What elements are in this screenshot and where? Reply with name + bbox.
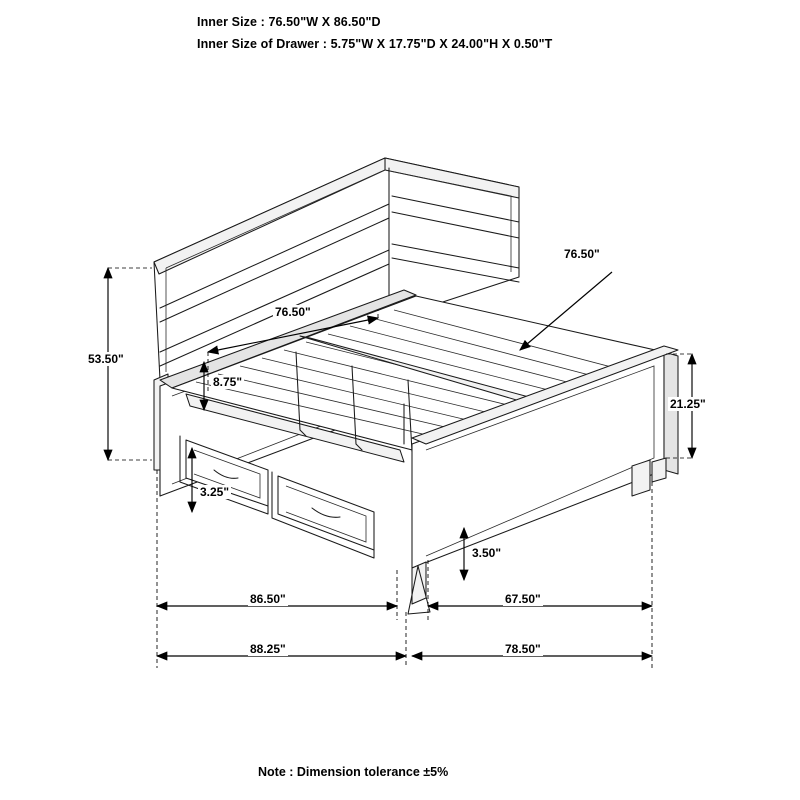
dim-inner-width-top: 76.50": [275, 305, 311, 319]
tolerance-note: Note : Dimension tolerance ±5%: [258, 765, 449, 779]
dim-overall-length: 88.25": [250, 642, 286, 656]
dim-left-length: 86.50": [250, 592, 286, 606]
dim-footboard-height: 21.25": [670, 397, 706, 411]
inner-size-line: Inner Size : 76.50"W X 86.50"D: [197, 15, 381, 29]
dim-clearance: 3.50": [472, 546, 502, 560]
dim-headboard-height: 53.50": [88, 352, 124, 366]
dim-right-width: 67.50": [505, 592, 541, 606]
dim-overall-width: 78.50": [505, 642, 541, 656]
dim-slat-gap: 8.75": [213, 375, 243, 389]
dim-drawer-height: 3.25": [200, 485, 230, 499]
inner-size-drawer-line: Inner Size of Drawer : 5.75"W X 17.75"D X 24.00"H X 0.50"T: [197, 37, 553, 51]
dim-inner-width-leader: 76.50": [564, 247, 600, 261]
